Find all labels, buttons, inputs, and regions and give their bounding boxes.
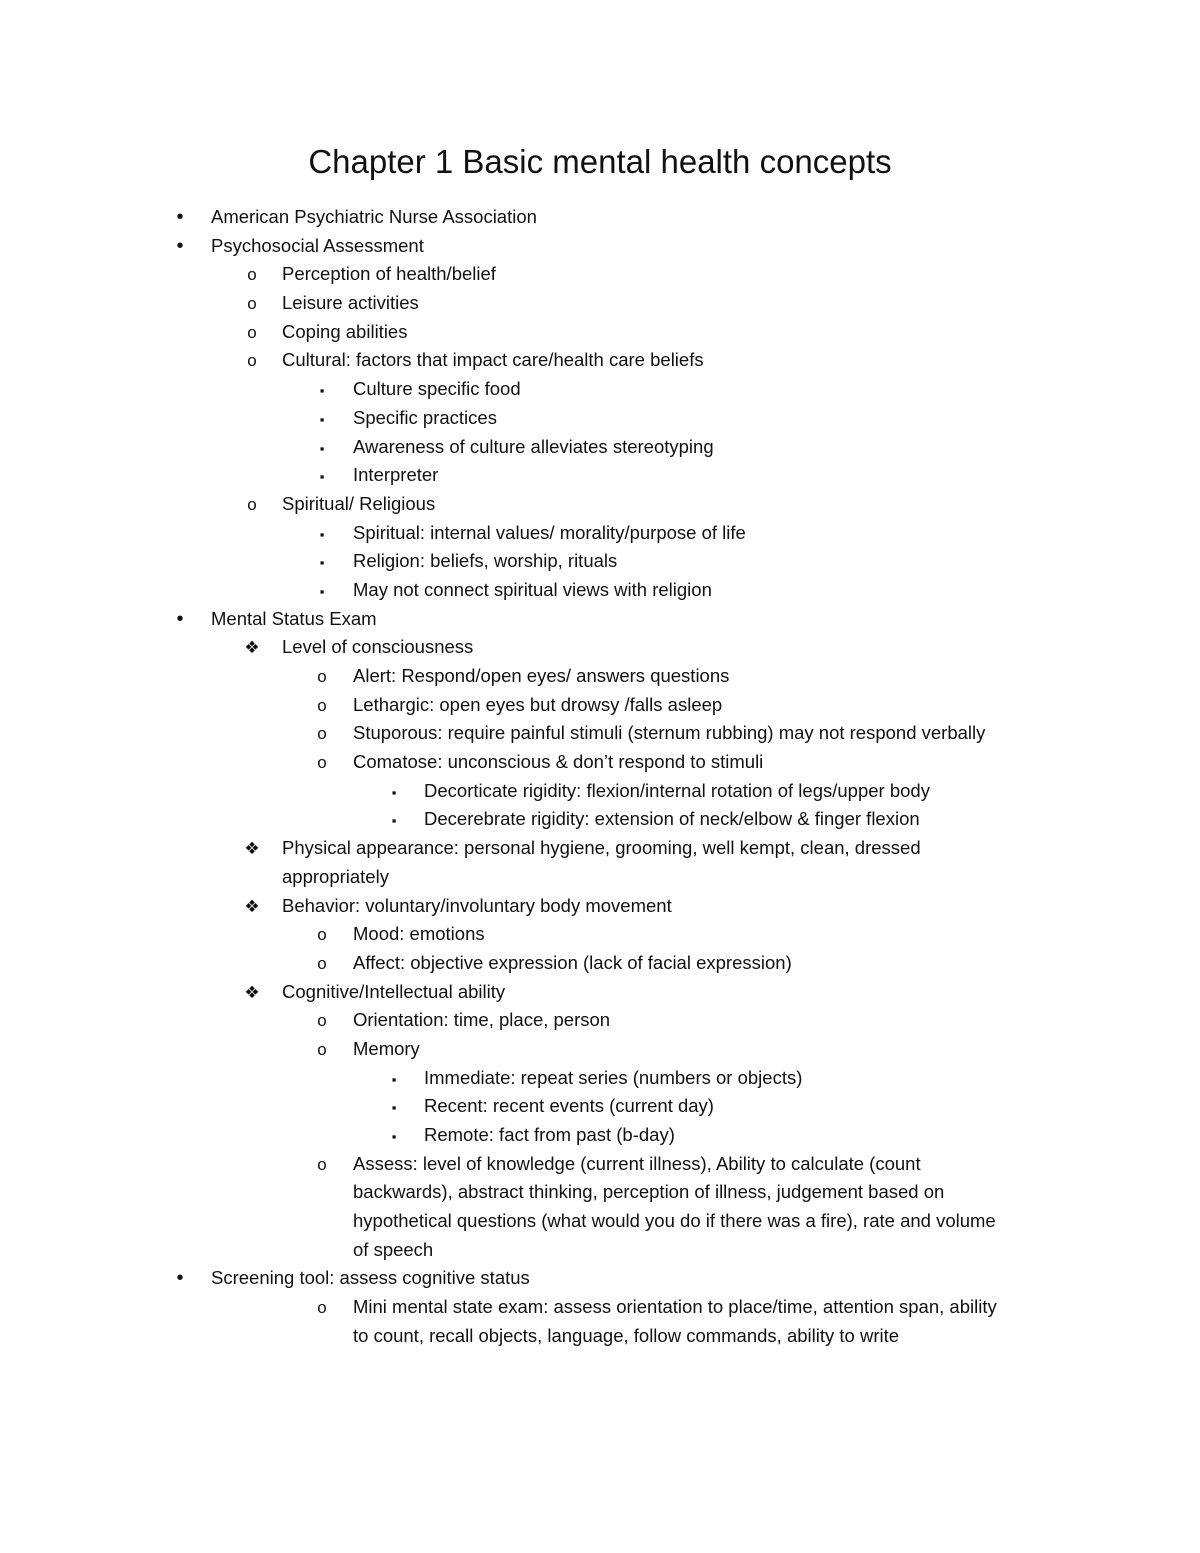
list-item (0, 461, 1200, 490)
square-bullet-icon (314, 433, 330, 464)
list-item (0, 1006, 1200, 1035)
square-bullet-icon (314, 461, 330, 492)
list-item (0, 318, 1200, 347)
list-item (0, 805, 1200, 834)
circle-bullet-icon (314, 748, 330, 778)
list-item-text: Cognitive/Intellectual ability (282, 980, 506, 1002)
list-item (0, 691, 1200, 720)
square-bullet-icon (314, 404, 330, 435)
square-bullet-icon (314, 576, 330, 607)
diamond-bullet-icon (244, 633, 260, 663)
list-item (0, 1064, 1200, 1093)
list-item (0, 1264, 1200, 1293)
list-item-text: May not connect spiritual views with religion (353, 578, 712, 600)
circle-bullet-icon (314, 662, 330, 692)
list-item (0, 289, 1200, 318)
list-item-continuation (0, 863, 1200, 892)
list-item-text: Decerebrate rigidity: extension of neck/elbow & finger flexion (424, 808, 920, 830)
circle-bullet-icon (314, 691, 330, 721)
list-item (0, 232, 1200, 261)
circle-bullet-icon (244, 289, 260, 319)
list-item-text: Perception of health/belief (282, 263, 496, 285)
list-item (0, 404, 1200, 433)
circle-bullet-icon (314, 949, 330, 979)
list-item (0, 920, 1200, 949)
list-item-text: Specific practices (353, 406, 497, 428)
list-item-text: appropriately (282, 865, 389, 887)
list-item (0, 375, 1200, 404)
list-item (0, 1293, 1200, 1322)
list-item-text: Coping abilities (282, 320, 408, 342)
diamond-bullet-icon (244, 892, 260, 922)
list-item-text: Screening tool: assess cognitive status (211, 1267, 530, 1289)
list-item-text: Psychosocial Assessment (211, 234, 424, 256)
list-item-text: Religion: beliefs, worship, rituals (353, 550, 618, 572)
list-item (0, 719, 1200, 748)
list-item (0, 892, 1200, 921)
list-item-text: Level of consciousness (282, 636, 474, 658)
list-item (0, 547, 1200, 576)
bullet-icon (172, 605, 188, 634)
list-item-text: Physical appearance: personal hygiene, grooming, well kempt, clean, dressed (282, 837, 921, 859)
list-item (0, 1121, 1200, 1150)
list-item-text: Affect: objective expression (lack of facial expression) (353, 951, 792, 973)
circle-bullet-icon (314, 1035, 330, 1065)
list-item (0, 1092, 1200, 1121)
list-item-text: Awareness of culture alleviates stereotyping (353, 435, 714, 457)
list-item-text: to count, recall objects, language, follow commands, ability to write (353, 1324, 900, 1346)
square-bullet-icon (386, 805, 402, 836)
list-item (0, 949, 1200, 978)
circle-bullet-icon (314, 1006, 330, 1036)
square-bullet-icon (386, 1121, 402, 1152)
circle-bullet-icon (314, 1150, 330, 1180)
list-item (0, 748, 1200, 777)
circle-bullet-icon (314, 920, 330, 950)
list-item-text: Immediate: repeat series (numbers or objects) (424, 1066, 803, 1088)
list-item (0, 576, 1200, 605)
list-item-text: Comatose: unconscious & don’t respond to stimuli (353, 751, 764, 773)
list-item-text: Assess: level of knowledge (current illness), Ability to calculate (count (353, 1152, 921, 1174)
list-item (0, 203, 1200, 232)
list-item-continuation (0, 1207, 1200, 1236)
circle-bullet-icon (244, 490, 260, 520)
circle-bullet-icon (314, 719, 330, 749)
list-item-text: Stuporous: require painful stimuli (sternum rubbing) may not respond verbally (353, 722, 986, 744)
list-item-text: American Psychiatric Nurse Association (211, 206, 537, 227)
list-item (0, 662, 1200, 691)
page-title: Chapter 1 Basic mental health concepts (308, 143, 892, 180)
bullet-icon (172, 1264, 188, 1293)
outline-list (0, 203, 1200, 1351)
list-item-text: Memory (353, 1037, 420, 1059)
list-item-text: Mini mental state exam: assess orientation to place/time, attention span, ability (353, 1296, 997, 1318)
list-item-text: Leisure activities (282, 292, 419, 314)
list-item-text: Mood: emotions (353, 923, 485, 945)
circle-bullet-icon (244, 346, 260, 376)
list-item-text: backwards), abstract thinking, perception of illness, judgement based on (353, 1181, 945, 1203)
list-item (0, 490, 1200, 519)
square-bullet-icon (386, 1064, 402, 1095)
list-item-text: Culture specific food (353, 378, 521, 400)
diamond-bullet-icon (244, 834, 260, 864)
list-item-text: of speech (353, 1238, 434, 1260)
list-item (0, 1035, 1200, 1064)
circle-bullet-icon (314, 1293, 330, 1323)
list-item-text: Recent: recent events (current day) (424, 1095, 714, 1117)
list-item-text: Cultural: factors that impact care/health care beliefs (282, 349, 704, 371)
list-item (0, 260, 1200, 289)
list-item-text: Interpreter (353, 464, 439, 486)
circle-bullet-icon (244, 260, 260, 290)
list-item-text: Behavior: voluntary/involuntary body movement (282, 894, 672, 916)
list-item (0, 834, 1200, 863)
list-item (0, 633, 1200, 662)
list-item (0, 519, 1200, 548)
square-bullet-icon (314, 375, 330, 406)
list-item-text: Decorticate rigidity: flexion/internal rotation of legs/upper body (424, 779, 930, 801)
list-item-text: hypothetical questions (what would you do if there was a fire), rate and volume (353, 1210, 996, 1232)
diamond-bullet-icon (244, 978, 260, 1008)
list-item-continuation (0, 1236, 1200, 1265)
square-bullet-icon (314, 547, 330, 578)
list-item-text: Alert: Respond/open eyes/ answers questions (353, 665, 730, 686)
list-item-text: Orientation: time, place, person (353, 1009, 611, 1031)
list-item (0, 605, 1200, 634)
circle-bullet-icon (244, 318, 260, 348)
list-item (0, 978, 1200, 1007)
list-item (0, 777, 1200, 806)
list-item-text: Spiritual: internal values/ morality/purpose of life (353, 521, 746, 543)
list-item (0, 433, 1200, 462)
list-item-text: Mental Status Exam (211, 607, 377, 629)
bullet-icon (172, 232, 188, 261)
list-item-continuation (0, 1322, 1200, 1351)
list-item (0, 1150, 1200, 1179)
bullet-icon (172, 203, 188, 232)
list-item-text: Remote: fact from past (b-day) (424, 1124, 675, 1145)
list-item-text: Lethargic: open eyes but drowsy /falls asleep (353, 693, 723, 715)
square-bullet-icon (386, 1092, 402, 1123)
square-bullet-icon (314, 519, 330, 550)
list-item-text: Spiritual/ Religious (282, 492, 436, 514)
square-bullet-icon (386, 777, 402, 808)
list-item (0, 346, 1200, 375)
list-item-continuation (0, 1178, 1200, 1207)
